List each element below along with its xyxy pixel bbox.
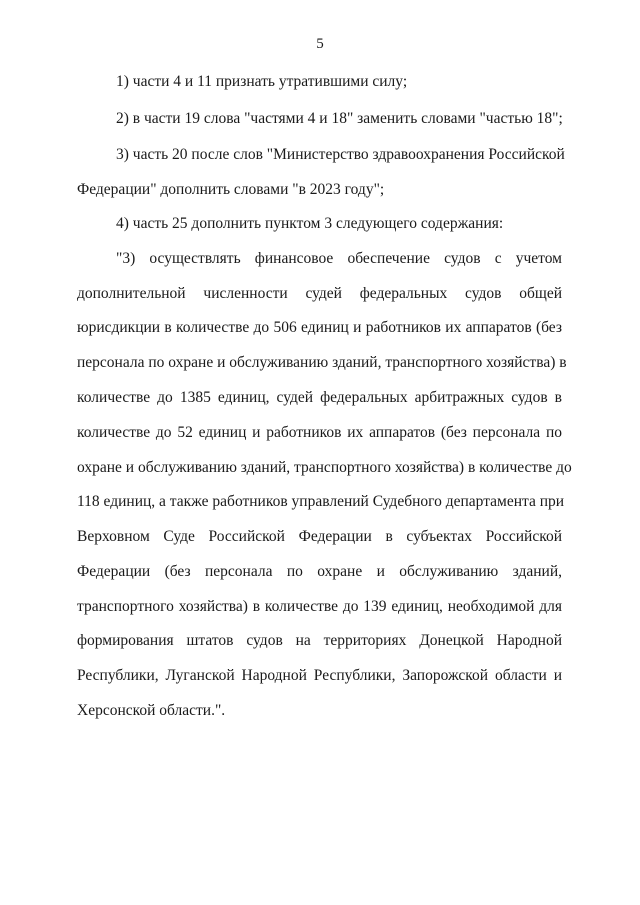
quote-line-3: юрисдикции в количестве до 506 единиц и работников их аппаратов (без: [77, 319, 562, 336]
quote-line-1: "3) осуществлять финансовое обеспечение судов с учетом: [116, 250, 562, 267]
item-1-line: 1) части 4 и 11 признать утратившими силу;: [116, 73, 408, 90]
quote-line-14: Херсонской области.".: [77, 702, 226, 719]
item-3-line-2: Федерации" дополнить словами "в 2023 году";: [77, 181, 385, 198]
item-2-line: 2) в части 19 слова "частями 4 и 18" заменить словами "частью 18";: [116, 110, 563, 127]
quote-line-9: Верховном Суде Российской Федерации в субъектах Российской: [77, 528, 562, 545]
item-3-line-1: 3) часть 20 после слов "Министерство здравоохранения Российской: [116, 146, 565, 163]
quote-line-5: количестве до 1385 единиц, судей федеральных арбитражных судов в: [77, 389, 562, 406]
quote-line-11: транспортного хозяйства) в количестве до 139 единиц, необходимой для: [77, 598, 562, 615]
quote-line-12: формирования штатов судов на территориях Донецкой Народной: [77, 632, 562, 649]
quote-line-2: дополнительной численности судей федеральных судов общей: [77, 285, 562, 302]
quote-line-8: 118 единиц, а также работников управлений Судебного департамента при: [77, 493, 565, 510]
quote-line-10: Федерации (без персонала по охране и обслуживанию зданий,: [77, 563, 562, 580]
quote-line-4: персонала по охране и обслуживанию зданий, транспортного хозяйства) в: [77, 354, 567, 371]
quote-line-13: Республики, Луганской Народной Республики, Запорожской области и: [77, 667, 562, 684]
page-number: 5: [316, 36, 324, 52]
item-4-line: 4) часть 25 дополнить пунктом 3 следующего содержания:: [116, 215, 504, 232]
quote-line-7: охране и обслуживанию зданий, транспортного хозяйства) в количестве до: [77, 459, 572, 476]
quote-line-6: количестве до 52 единиц и работников их аппаратов (без персонала по: [77, 424, 562, 441]
